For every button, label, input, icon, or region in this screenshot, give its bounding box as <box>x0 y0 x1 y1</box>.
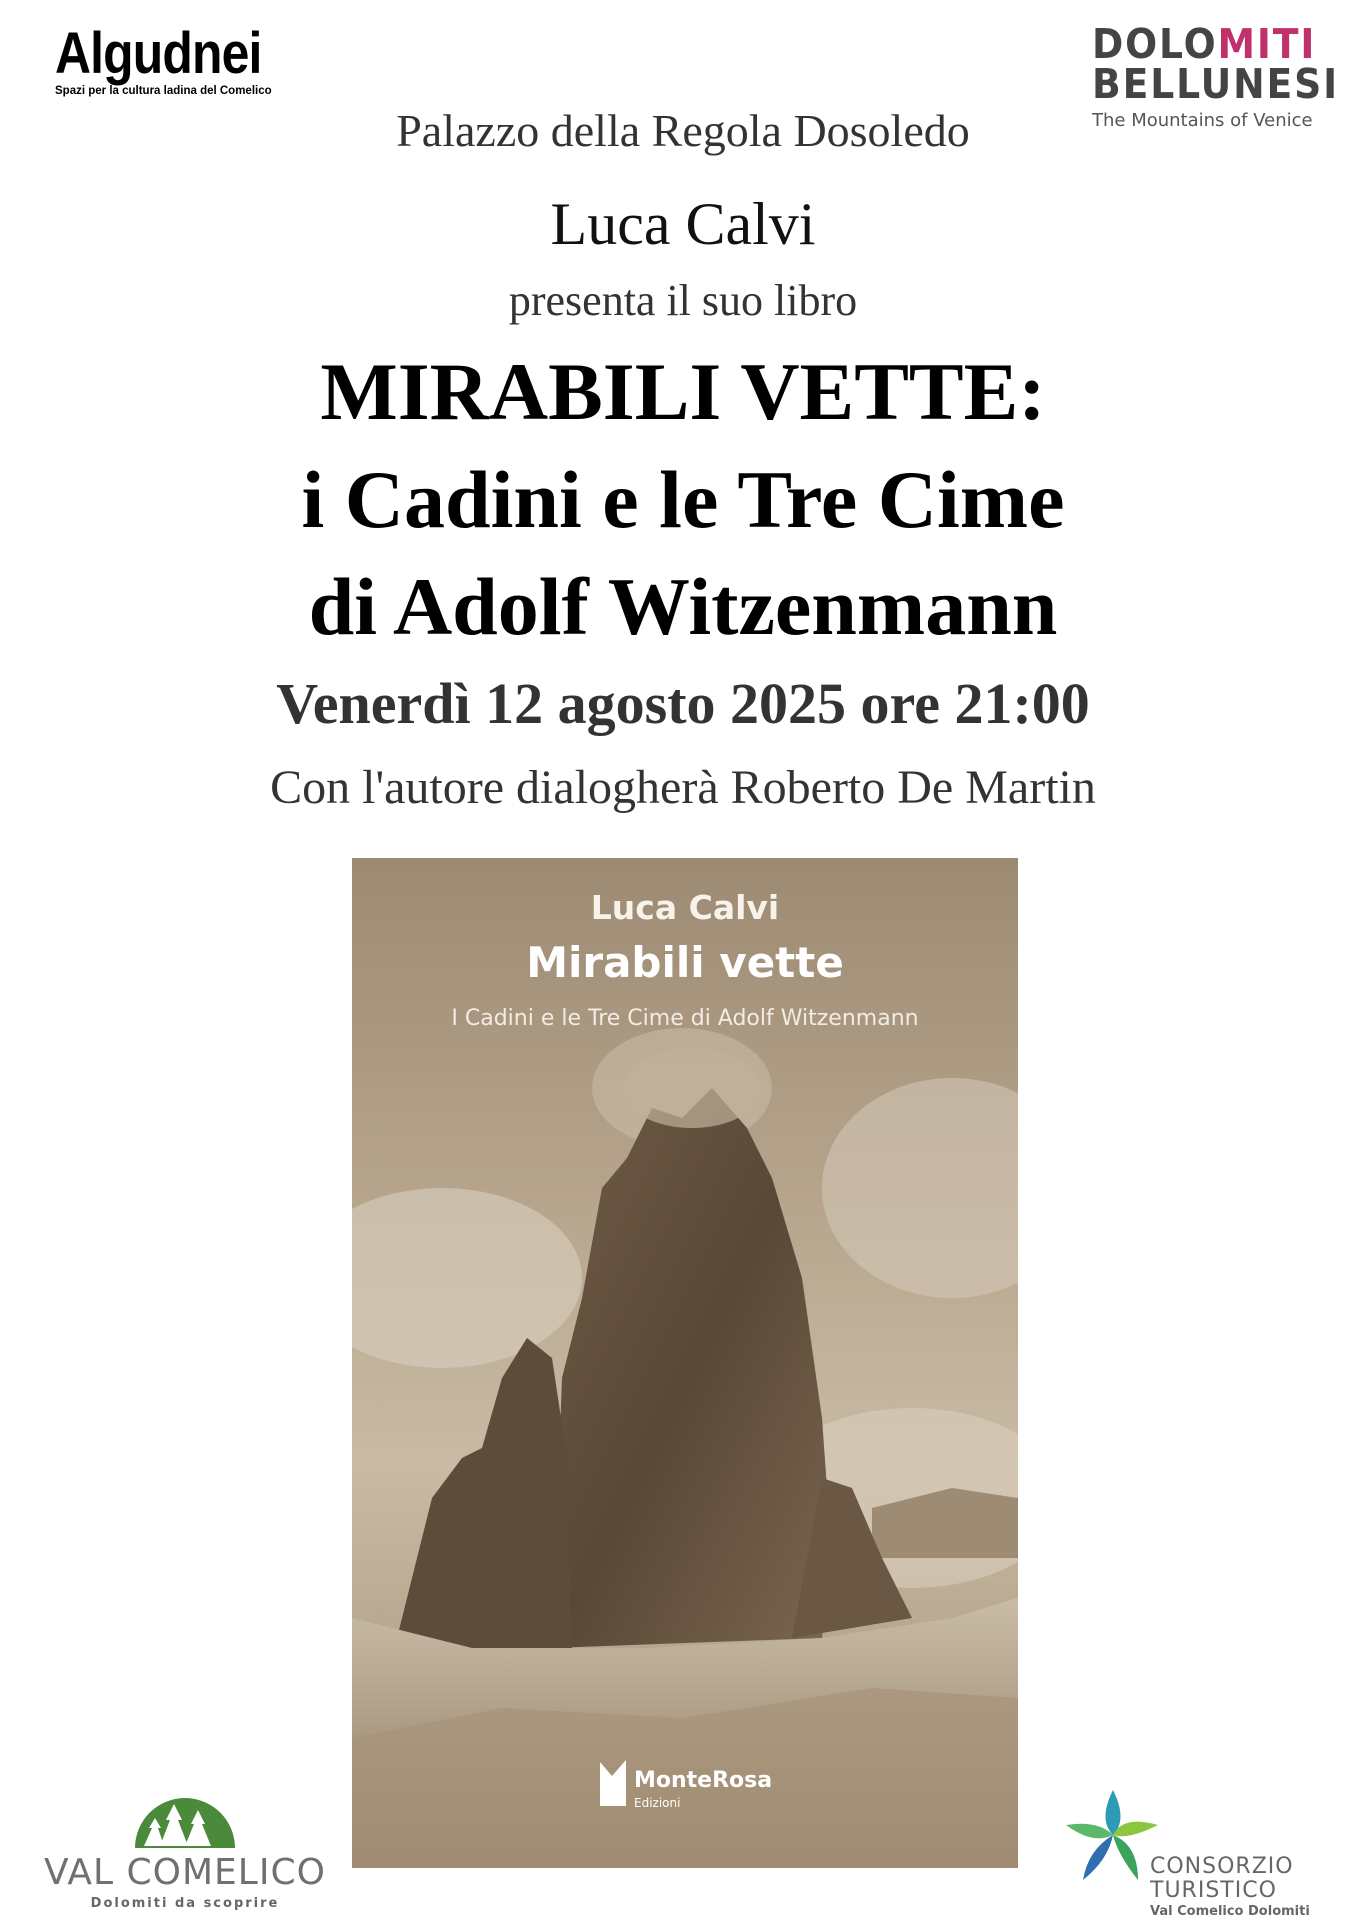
cover-author: Luca Calvi <box>590 888 780 927</box>
consorzio-line2: TURISTICO <box>1150 1878 1277 1903</box>
dolomiti-line1 <box>1092 20 1322 68</box>
val-comelico-logo <box>40 1780 330 1910</box>
dolomiti-line2: BELLUNESI <box>1092 60 1339 108</box>
consorzio-line3: Val Comelico Dolomiti <box>1150 1904 1310 1919</box>
book-cover <box>352 858 1018 1868</box>
dolomiti-line1-b: MITI <box>1217 20 1317 68</box>
dolomiti-tagline: The Mountains of Venice <box>1092 110 1313 131</box>
algudnei-name: Algudnei <box>55 21 262 86</box>
book-title-line1: MIRABILI VETTE: <box>320 346 1046 437</box>
consorzio-line1: CONSORZIO <box>1150 1854 1294 1879</box>
book-title-line3: di Adolf Witzenmann <box>308 561 1058 652</box>
algudnei-logo <box>55 21 315 97</box>
publisher-name: MonteRosa <box>634 1768 773 1793</box>
event-presents: presenta il suo libro <box>508 276 858 325</box>
publisher-logo <box>598 1758 798 1818</box>
dolomiti-line1-a: DOLO <box>1092 20 1218 68</box>
algudnei-tagline: Spazi per la cultura ladina del Comelico <box>55 85 272 97</box>
event-dialog: Con l'autore dialogherà Roberto De Martin <box>270 761 1096 814</box>
publisher-sub: Edizioni <box>634 1796 681 1810</box>
cover-title: Mirabili vette <box>526 938 844 987</box>
event-venue: Palazzo della Regola Dosoledo <box>396 105 970 156</box>
val-comelico-name: VAL COMELICO <box>44 1852 326 1893</box>
book-title-line2: i Cadini e le Tre Cime <box>301 454 1065 545</box>
val-comelico-tagline: Dolomiti da scoprire <box>90 1896 280 1911</box>
event-author: Luca Calvi <box>550 191 816 257</box>
consorzio-logo <box>1058 1780 1358 1919</box>
event-date: Venerdì 12 agosto 2025 ore 21:00 <box>276 671 1090 736</box>
monterosa-icon <box>598 1758 628 1808</box>
tree-icon <box>130 1780 240 1852</box>
cover-subtitle: I Cadini e le Tre Cime di Adolf Witzenmann <box>451 1006 919 1031</box>
